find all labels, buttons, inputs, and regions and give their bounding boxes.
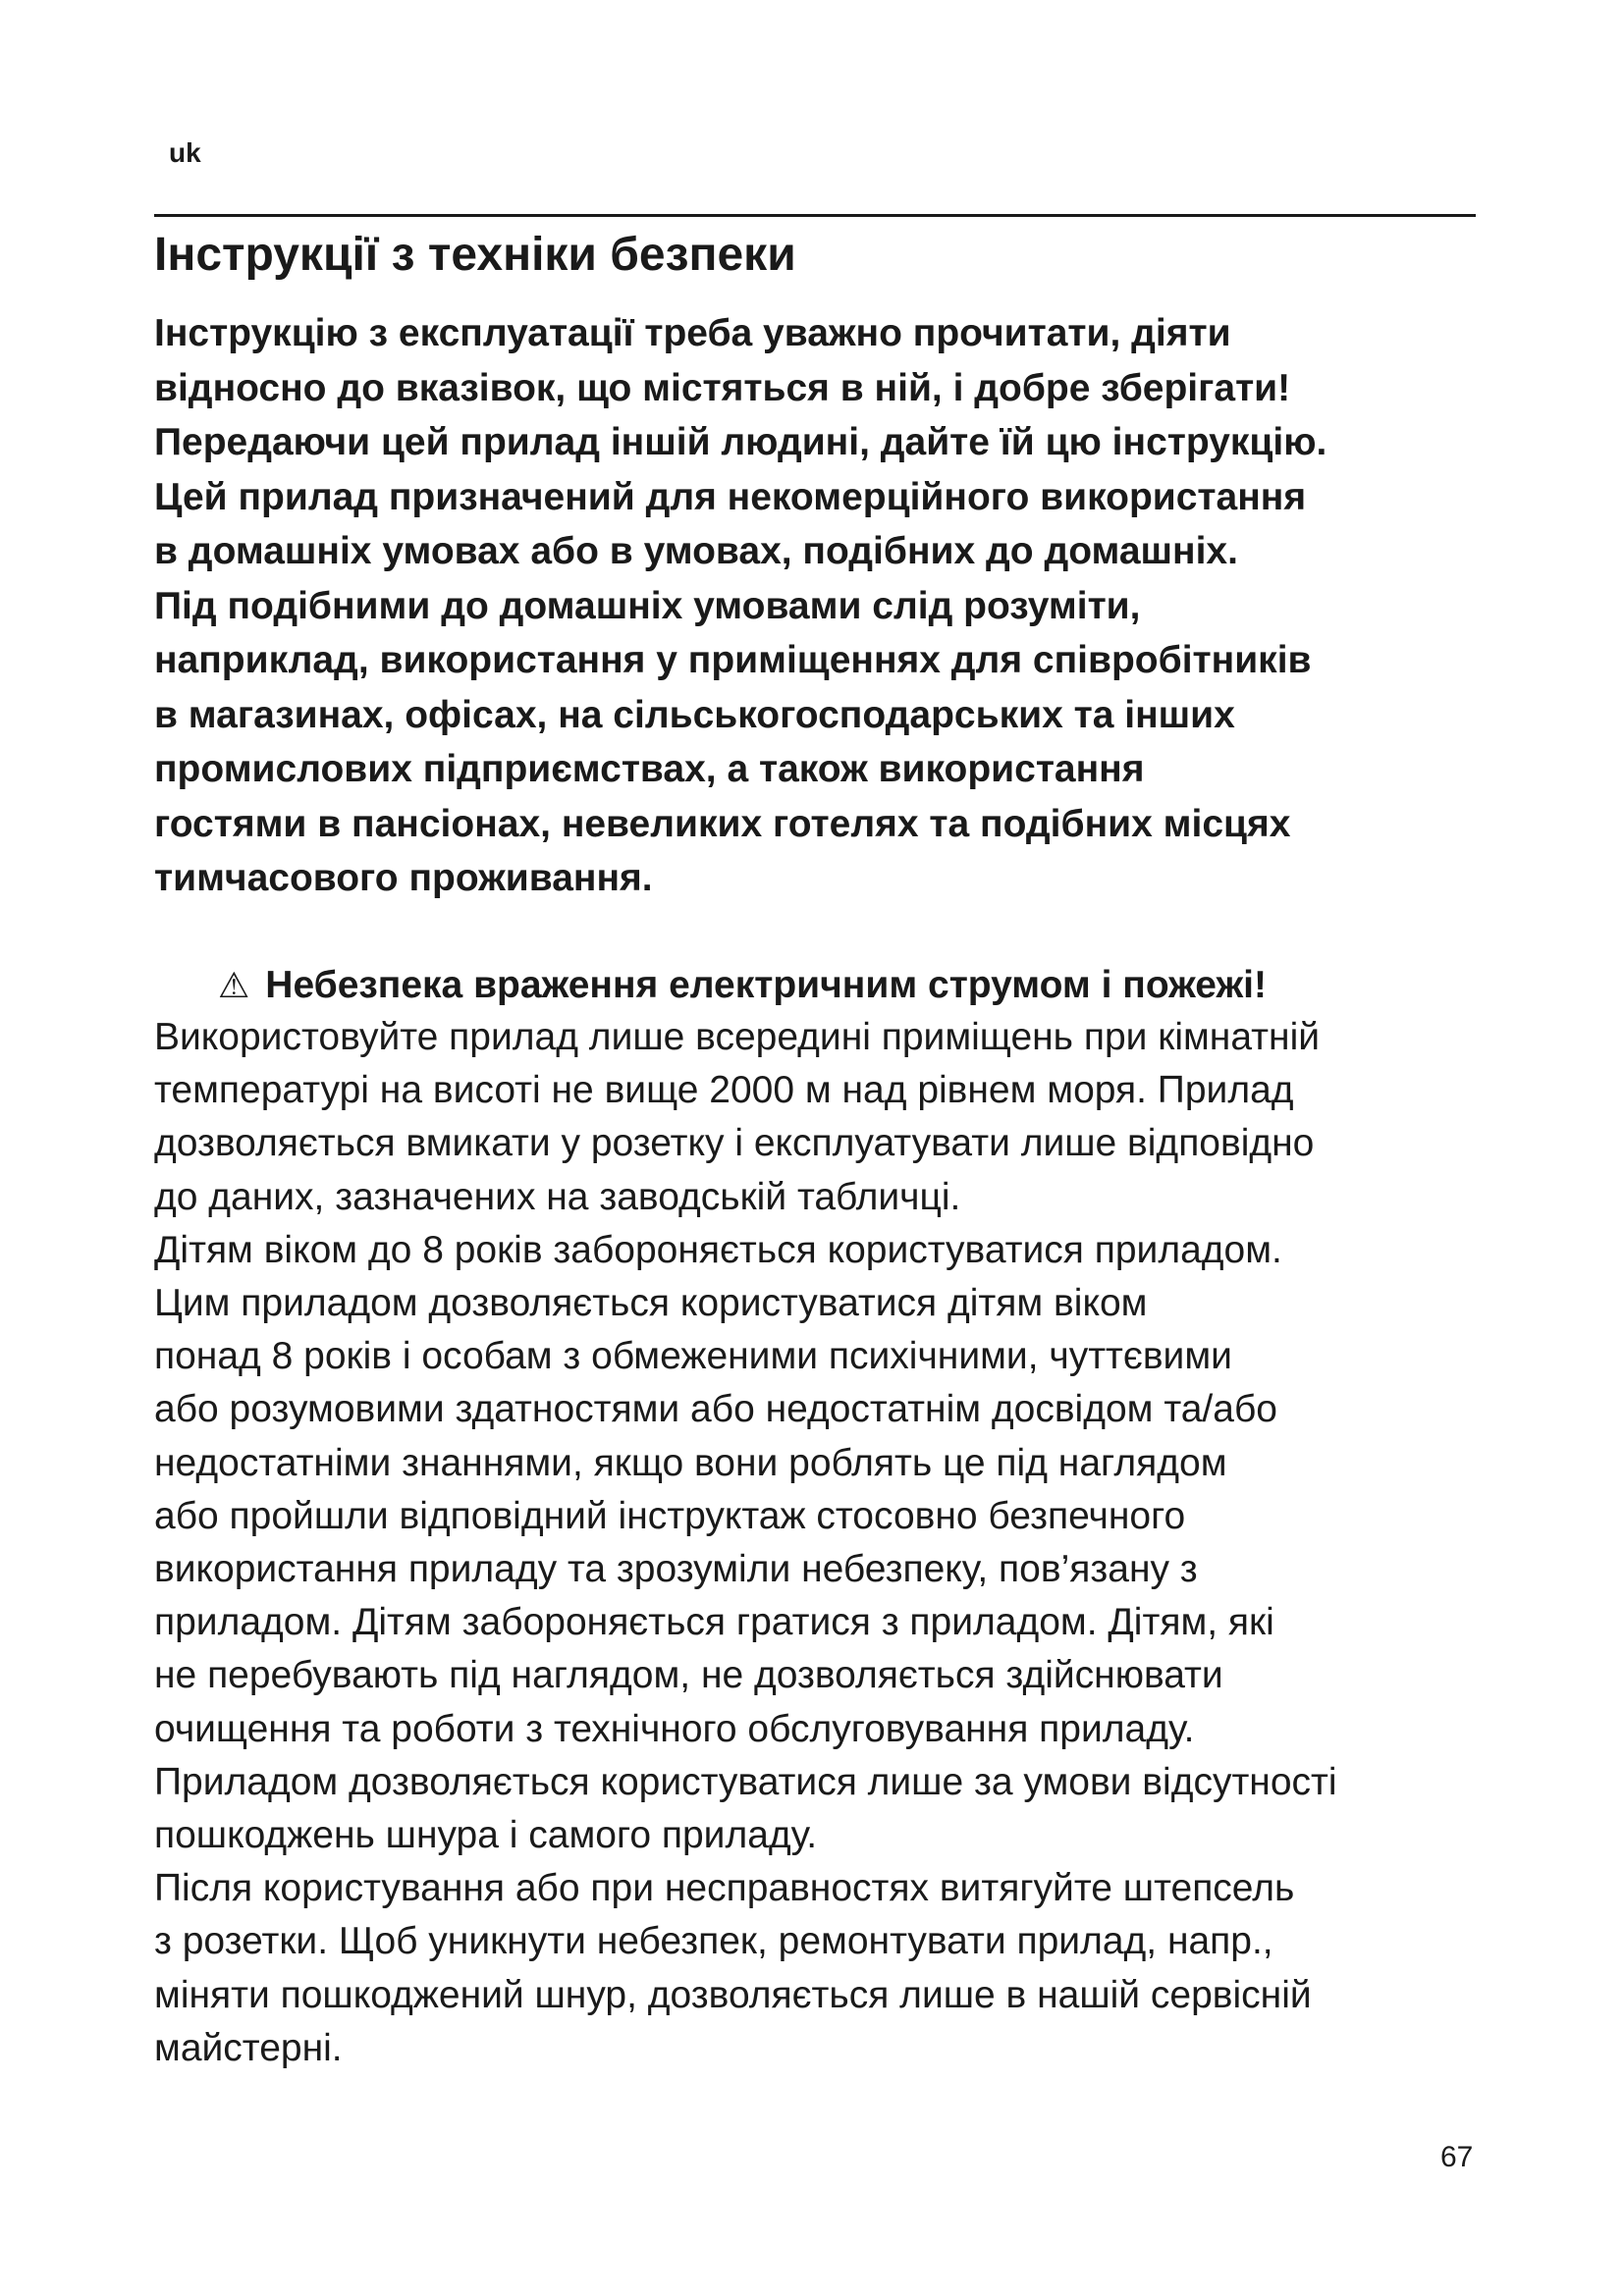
- intro-line: в домашніх умовах або в умовах, подібних до домашніх.: [154, 530, 1238, 572]
- warning-heading: [218, 960, 1267, 1012]
- body-line: Дітям віком до 8 років забороняється користуватися приладом.: [154, 1228, 1282, 1271]
- body-line: до даних, зазначених на заводській табличці.: [154, 1175, 961, 1218]
- safety-body: [154, 1011, 1489, 2075]
- intro-line: гостями в пансіонах, невеликих готелях та подібних місцях: [154, 802, 1291, 845]
- intro-line: в магазинах, офісах, на сільськогосподарських та інших: [154, 693, 1235, 736]
- intro-line: Інструкцію з експлуатації треба уважно прочитати, діяти: [154, 312, 1231, 354]
- body-line: не перебувають під наглядом, не дозволяється здійснювати: [154, 1654, 1223, 1697]
- header-divider: [154, 214, 1476, 217]
- body-line: використання приладу та зрозуміли небезпеку, пов’язану з: [154, 1548, 1198, 1591]
- intro-line: наприклад, використання у приміщеннях для співробітників: [154, 639, 1312, 681]
- body-line: або розумовими здатностями або недостатнім досвідом та/або: [154, 1388, 1277, 1431]
- body-line: пошкоджень шнура і самого приладу.: [154, 1814, 818, 1857]
- body-line: Після користування або при несправностях витягуйте штепсель: [154, 1867, 1295, 1910]
- body-line: Цим приладом дозволяється користуватися дітям віком: [154, 1282, 1148, 1325]
- page-title: Інструкції з техніки безпеки: [154, 229, 796, 281]
- body-line: понад 8 років і особам з обмеженими психічними, чуттєвими: [154, 1335, 1232, 1378]
- intro-paragraph: [154, 306, 1489, 906]
- body-line: Приладом дозволяється користуватися лише за умови відсутності: [154, 1760, 1337, 1803]
- body-line: з розетки. Щоб уникнути небезпек, ремонтувати прилад, напр.,: [154, 1920, 1273, 1963]
- body-line: очищення та роботи з технічного обслуговування приладу.: [154, 1707, 1195, 1750]
- intro-line: відносно до вказівок, що містяться в ній, і добре зберігати!: [154, 366, 1291, 409]
- page-number: 67: [1440, 2141, 1474, 2173]
- language-code: uk: [169, 137, 201, 168]
- body-line: або пройшли відповідний інструктаж стосовно безпечного: [154, 1494, 1186, 1537]
- body-line: температурі на висоті не вище 2000 м над рівнем моря. Прилад: [154, 1069, 1294, 1112]
- body-line: недостатніми знаннями, якщо вони роблять це під наглядом: [154, 1441, 1227, 1484]
- body-line: приладом. Дітям забороняється гратися з приладом. Дітям, які: [154, 1601, 1274, 1644]
- body-line: Використовуйте прилад лише всередині приміщень при кімнатній: [154, 1016, 1321, 1058]
- body-line: дозволяється вмикати у розетку і експлуатувати лише відповідно: [154, 1122, 1315, 1165]
- intro-line: Цей прилад призначений для некомерційного використання: [154, 475, 1307, 518]
- warning-text: Небезпека враження електричним струмом і пожежі!: [265, 964, 1267, 1006]
- intro-line: Передаючи цей прилад іншій людині, дайте їй цю інструкцію.: [154, 421, 1327, 463]
- body-line: міняти пошкоджений шнур, дозволяється лише в нашій сервісній: [154, 1973, 1312, 2016]
- intro-line: промислових підприємствах, а також використання: [154, 748, 1145, 790]
- intro-line: Під подібними до домашніх умовами слід розуміти,: [154, 584, 1141, 627]
- intro-line: тимчасового проживання.: [154, 857, 653, 899]
- body-line: майстерні.: [154, 2026, 343, 2069]
- warning-triangle-icon: ⚠: [218, 966, 250, 1006]
